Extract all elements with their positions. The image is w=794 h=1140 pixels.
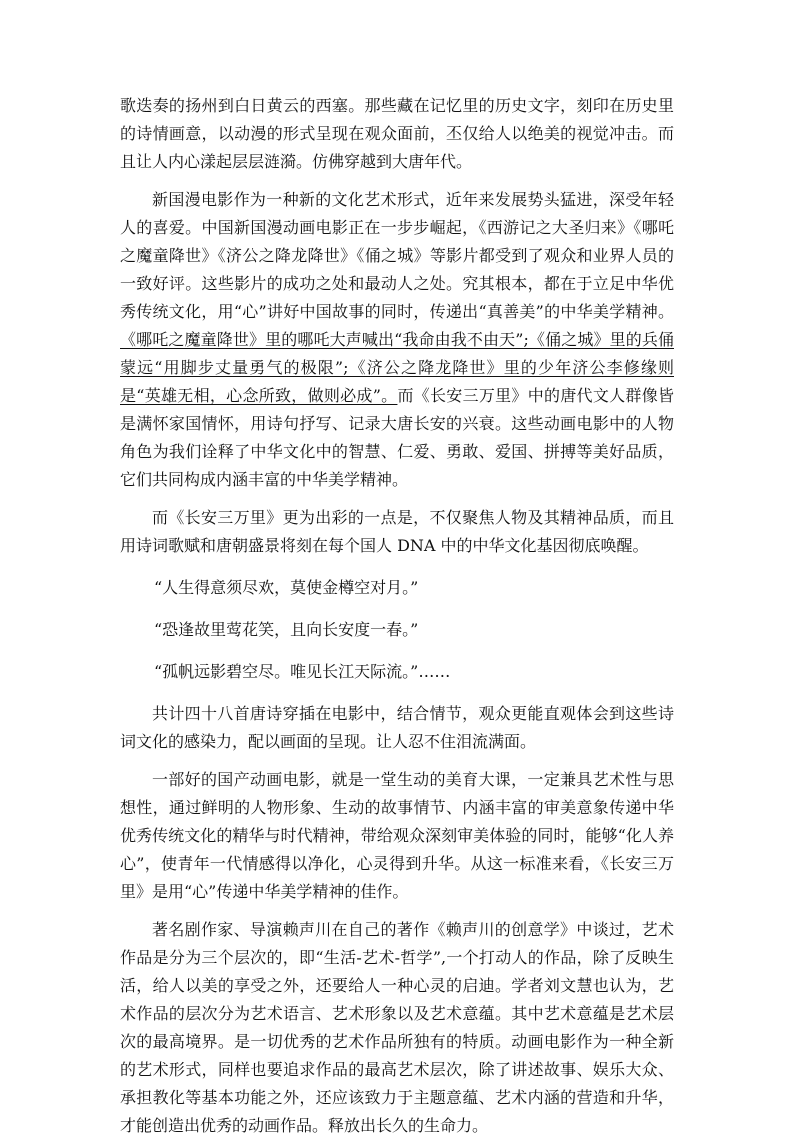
paragraph-5: 一部好的国产动画电影，就是一堂生动的美育大课，一定兼具艺术性与思想性，通过鲜明的人物形象、生动的故事情节、内涵丰富的审美意象传递中华优秀传统文化的精华与时代精神，带给观众深刻审美体验的同时，能够“化人养心”，使青年一代情感得以净化，心灵得到升华。从这一标准来看，《长安三万里》是用“心”传递中华美学精神的佳作。 — [120, 770, 674, 901]
paragraph-gap — [120, 560, 674, 574]
paragraph-1: 歌迭奏的扬州到白日黄云的西塞。那些藏在记忆里的历史文字，刻印在历史里的诗情画意，以动漫的形式呈现在观众面前，丕仅给人以绝美的视觉冲击。而且让人内心漾起层层涟漪。仿佛穿越到大唐年代。 — [120, 96, 674, 171]
paragraph-4: 共计四十八首唐诗穿插在电影中，结合情节，观众更能直观体会到这些诗词文化的感染力，配以画面的呈现。让人忍不住泪流满面。 — [120, 704, 674, 751]
paragraph-2-text-a: 新国漫电影作为一种新的文化艺术形式，近年来发展势头猛进，深受年轻人的喜爱。中国新国漫动画电影正在一步步崛起，《西游记之大圣归来》《哪吒之魔童降世》《济公之降龙降世》《俑之城》等影片都受到了观众和业界人员的一致好评。这些影片的成功之处和最动人之处。究其根本，都在于立足中华优秀传统文化，用“心”讲好中国故事的同时，传递出“真善美”的中华美学精神。 — [120, 190, 674, 321]
paragraph-gap — [120, 494, 674, 504]
poem-quote-2: “恐逢故里莺花笑，且向长安度一春。” — [154, 620, 419, 639]
paragraph-gap — [120, 686, 674, 700]
paragraph-gap — [120, 176, 674, 186]
paragraph-2-underlined-examples: 《哪吒之魔童降世》里的哪吒大声喊出“我命由我不由天”;《俑之城》里的兵俑蒙远“用脚步丈量勇气的极限”;《济公之降龙降世》里的少年济公李修缘则是“英雄无相，心念所致，做则必成”。 — [120, 330, 674, 405]
paragraph-2-text-b: 而《长安三万里》中的唐代文人群像皆是满怀家国情怀，用诗句抒写、记录大唐长安的兴衰。这些动画电影中的人物角色为我们诠释了中华文化中的智慧、仁爱、勇敢、爱国、拼搏等美好品质，它们共同构成内涵丰富的中华美学精神。 — [120, 386, 674, 489]
paragraph-3: 而《长安三万里》更为出彩的一点是，不仅聚焦人物及其精神品质，而且用诗词歌赋和唐朝盛景将刻在每个国人 DNA 中的中华文化基因彻底唤醒。 — [120, 508, 674, 555]
paragraph-gap — [120, 756, 674, 766]
paragraph-6: 著名剧作家、导演赖声川在自己的著作《赖声川的创意学》中谈过，艺术作品是分为三个层次的，即“生活-艺术-哲学”,一个打动人的作品，除了反映生活，给人以美的享受之外，还要给人一种心灵的启迪。学者刘文慧也认为，艺术作品的层次分为艺术语言、艺术形象以及艺术意蕴。其中艺术意蕴是艺术层次的最高境界。是一切优秀的艺术作品所独有的特质。动画电影作为一种全新的艺术形式，同样也要追求作品的最高艺术层次，除了讲述故事、娱乐大众、承担教化等基本功能之外，还应该致力于主题意蕴、艺术内涵的营造和升华，才能创造出优秀的动画作品。释放出长久的生命力。 — [120, 920, 674, 1135]
paragraph-gap — [120, 906, 674, 916]
poem-quote-3: “孤帆远影碧空尽。唯见长江天际流。”…… — [154, 662, 451, 681]
paragraph-2 — [120, 186, 674, 494]
poem-quote-1: “人生得意须尽欢，莫使金樽空对月。” — [154, 578, 419, 597]
paragraph-gap — [120, 644, 674, 658]
paragraph-gap — [120, 602, 674, 616]
document-page — [120, 92, 674, 1140]
